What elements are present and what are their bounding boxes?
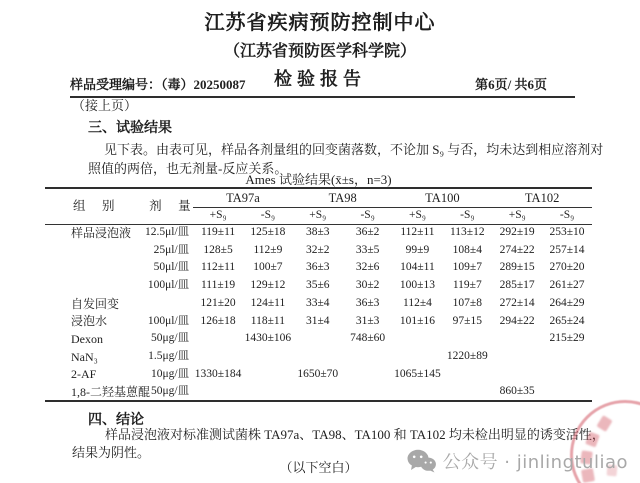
value-cell [442,366,492,384]
value-cell: 109±7 [452,261,482,274]
s9-plus-header: +S₉ [293,207,343,224]
value-cell [442,330,492,348]
value-cell: 112±9 [253,243,283,256]
value-cell: 33±5 [355,243,380,256]
table-row [45,277,592,295]
wechat-icon [407,449,436,473]
value-cell [343,383,393,401]
s9-minus-header: -S₉ [343,207,393,224]
value-cell: 107±8 [452,296,482,309]
table-row [45,383,592,401]
value-cell: 112±4 [403,296,432,309]
col-header-group: 组 别 [45,188,133,224]
value-cell: 32±2 [305,243,330,256]
table-row [45,312,592,330]
ames-results-table [45,187,592,402]
s9-plus-header: +S₉ [193,207,243,224]
dose-cell [133,295,193,313]
dose-cell: 100μl/皿 [147,314,190,327]
value-cell [542,348,592,366]
value-cell: 100±7 [253,261,283,274]
group-cell: 1,8-二羟基蒽醌 [71,384,150,399]
value-cell [492,366,542,384]
value-cell [243,348,293,366]
group-cell: 浸泡水 [71,314,108,329]
s9-minus-header: -S₉ [442,207,492,224]
value-cell [293,348,343,366]
paragraph-line-2: 照值的两倍，也无剂量-反应关系。 [88,160,288,176]
sample-number: 样品受理编号：（毒）20250087 [70,77,246,92]
value-cell: 292±19 [499,226,535,239]
strain-header: TA97a [193,188,293,207]
value-cell: 257±14 [549,243,585,256]
strain-header: TA98 [293,188,393,207]
value-cell: 35±6 [305,279,330,292]
value-cell: 285±17 [499,279,535,292]
table-row [45,259,592,277]
table-row [45,224,592,242]
value-cell: 1330±184 [194,367,242,380]
value-cell: 104±11 [400,261,435,274]
watermark-text: 公众号 · jinlingtuliao [442,452,628,473]
value-cell: 121±20 [200,296,236,309]
value-cell: 272±14 [499,296,535,309]
table-row [45,330,592,348]
value-cell: 1065±145 [394,367,441,380]
value-cell: 101±16 [399,314,435,327]
value-cell: 33±4 [305,296,330,309]
value-cell: 125±18 [250,226,286,239]
value-cell: 36±2 [355,226,380,239]
watermark [407,448,628,474]
value-cell: 108±4 [452,243,482,256]
group-cell [45,277,133,295]
conclusion-line-2: 结果为阴性。 [72,444,151,460]
strain-header: TA102 [492,188,592,207]
value-cell [343,348,393,366]
value-cell: 860±35 [499,384,535,397]
table-row [45,295,592,313]
strain-header: TA100 [393,188,493,207]
meta-row [70,74,575,98]
value-cell [492,348,542,366]
s9-minus-header: -S₉ [542,207,592,224]
continued-note: （接上页） [72,98,138,113]
report-title: 检验报告 [274,69,366,89]
value-cell: 111±19 [200,279,236,292]
dose-cell: 25μl/皿 [153,243,190,256]
value-cell: 112±11 [400,226,435,239]
dose-cell: 12.5μl/皿 [144,226,190,239]
value-cell [442,383,492,401]
dose-cell: 100μl/皿 [147,279,190,292]
value-cell: 264±29 [549,296,585,309]
value-cell: 112±11 [200,261,236,274]
s9-plus-header: +S₉ [492,207,542,224]
value-cell [393,383,443,401]
seal-mark [596,415,612,432]
value-cell: 215±29 [549,332,585,345]
table-title: Ames 试验结果(x̄±s，n=3) [245,172,392,187]
table-row [45,366,592,384]
value-cell: 97±15 [452,314,482,327]
value-cell [243,383,293,401]
value-cell: 100±13 [399,279,435,292]
value-cell: 1650±70 [297,367,339,380]
value-cell: 113±12 [449,226,485,239]
value-cell: 294±22 [499,314,535,327]
value-cell: 36±3 [355,296,380,309]
dose-cell: 1.5μg/皿 [148,349,190,362]
group-cell: 2-AF [71,367,97,382]
ames-table-body [45,224,592,401]
value-cell: 274±22 [499,243,535,256]
dose-cell: 50μl/皿 [153,261,190,274]
table-row [45,348,592,366]
org-subname: （江苏省预防医学科学院） [223,43,416,60]
s9-minus-header: -S₉ [243,207,293,224]
paragraph-line-1: 见下表。由表可见，样品各剂量组的回变菌落数，不论加 S₉ 与否，均未达到相应溶剂对 [104,142,604,157]
value-cell [542,383,592,401]
value-cell [293,383,343,401]
group-cell: Dexon [71,331,103,346]
s9-plus-header: +S₉ [393,207,443,224]
seal-mark [585,432,600,448]
value-cell: 124±11 [250,296,286,309]
value-cell: 31±4 [305,314,330,327]
value-cell [193,330,243,348]
value-cell: 253±10 [549,226,585,239]
conclusion-line-1: 样品浸泡液对标准测试菌株 TA97a、TA98、TA100 和 TA102 均未检出明显的诱变活性， [105,427,605,442]
value-cell: 31±3 [355,314,380,327]
org-name: 江苏省疾病预防控制中心 [204,12,436,34]
value-cell: 1220±89 [446,349,488,362]
value-cell: 32±6 [355,261,380,274]
strain-header-row [45,188,592,207]
group-cell [45,242,133,260]
value-cell: 119±11 [200,226,236,239]
value-cell [393,348,443,366]
dose-cell: 50μg/皿 [151,384,190,397]
value-cell: 748±60 [350,332,386,345]
value-cell [542,366,592,384]
value-cell: 261±27 [549,279,585,292]
group-cell: 样品浸泡液 [71,226,132,241]
value-cell: 38±3 [305,226,330,239]
value-cell: 30±2 [355,279,380,292]
value-cell: 128±5 [203,243,233,256]
section3-heading: 三、试验结果 [88,121,172,136]
value-cell: 99±9 [405,243,430,256]
value-cell [343,366,393,384]
value-cell [492,330,542,348]
dose-cell: 10μg/皿 [151,367,190,380]
value-cell: 129±12 [250,279,286,292]
dose-cell: 50μg/皿 [151,332,190,345]
value-cell: 265±24 [549,314,585,327]
section4-heading: 四、结论 [88,413,144,428]
value-cell: 119±7 [452,279,482,292]
group-cell: 自发回变 [71,296,120,311]
value-cell: 36±3 [305,261,330,274]
blank-below-note: （以下空白） [279,460,358,475]
col-header-dose: 剂 量 [133,188,193,224]
page-indicator: 第6页/ 共6页 [475,77,547,92]
value-cell [293,330,343,348]
group-cell [45,259,133,277]
value-cell: 126±18 [200,314,236,327]
value-cell: 289±15 [499,261,535,274]
value-cell: 1430±106 [244,332,292,345]
value-cell [193,348,243,366]
value-cell: 118±11 [250,314,286,327]
group-cell: NaN₃ [71,349,98,364]
value-cell [393,330,443,348]
table-row [45,242,592,260]
value-cell [243,366,293,384]
value-cell: 270±20 [549,261,585,274]
value-cell [193,383,243,401]
